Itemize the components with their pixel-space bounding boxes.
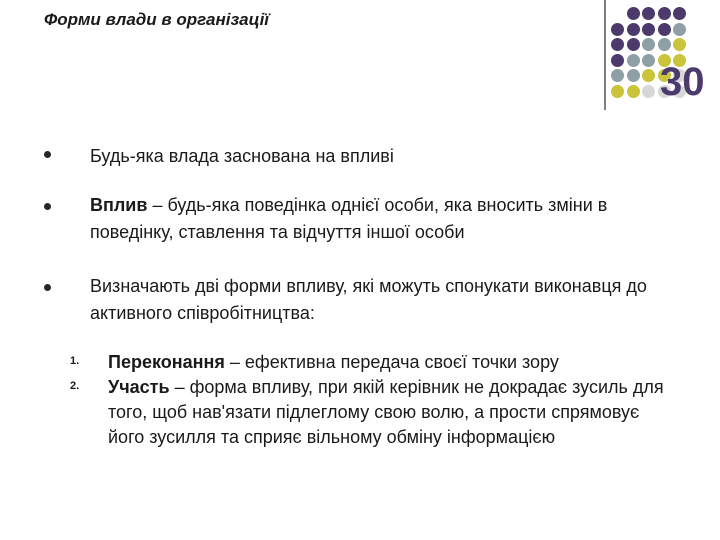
bullet-body: Визначають дві форми впливу, які можуть спонукати виконавця до активного співробітництва: — [90, 276, 647, 323]
numbered-bold: Участь — [108, 377, 170, 397]
decor-dot — [642, 69, 655, 82]
bullet-dot-icon — [44, 203, 51, 210]
numbered-marker: 2. — [70, 380, 80, 392]
numbered-marker: 1. — [70, 355, 80, 367]
decor-dot — [673, 7, 686, 20]
numbered-body: – форма впливу, при якій керівник не докрадає зусиль для того, щоб нав'язати підлеглому свою волю, а прости спрямовує його зусилля та сприяє вільному обміну інформацією — [108, 377, 664, 447]
slide-number: 30 — [660, 60, 705, 104]
decor-dot-grid — [0, 0, 720, 110]
decor-dot — [642, 54, 655, 67]
bullet-dot-icon — [44, 284, 51, 291]
bullet-body: – будь-яка поведінка однієї особи, яка вносить зміни в поведінку, ставлення та відчуття іншої особи — [90, 195, 608, 242]
decor-dot — [642, 38, 655, 51]
numbered-text — [108, 350, 668, 375]
decor-dot — [611, 23, 624, 36]
decor-dot — [611, 38, 624, 51]
decor-dot — [627, 69, 640, 82]
decor-dot — [642, 23, 655, 36]
numbered-bold: Переконання — [108, 352, 225, 372]
decor-dot — [673, 23, 686, 36]
bullet-text — [90, 273, 680, 327]
numbered-text — [108, 375, 668, 450]
decor-dot — [658, 7, 671, 20]
bullet-body: Будь-яка влада заснована на впливі — [90, 146, 394, 166]
bullet-text — [90, 143, 680, 170]
decor-dot — [642, 7, 655, 20]
decor-dot — [627, 23, 640, 36]
decor-dot — [611, 54, 624, 67]
bullet-bold: Вплив — [90, 195, 148, 215]
decor-dot — [611, 69, 624, 82]
decor-dot — [627, 54, 640, 67]
decor-dot — [642, 85, 655, 98]
bullet-text — [90, 192, 680, 246]
slide-title: Форми влади в організації — [44, 10, 270, 29]
bullet-dot-icon — [44, 151, 51, 158]
decor-dot — [627, 85, 640, 98]
numbered-body: – ефективна передача своєї точки зору — [224, 352, 559, 372]
decor-dot — [673, 38, 686, 51]
decor-dot — [658, 23, 671, 36]
decor-dot — [658, 38, 671, 51]
decor-dot — [627, 38, 640, 51]
decor-dot — [627, 7, 640, 20]
decor-dot — [611, 85, 624, 98]
